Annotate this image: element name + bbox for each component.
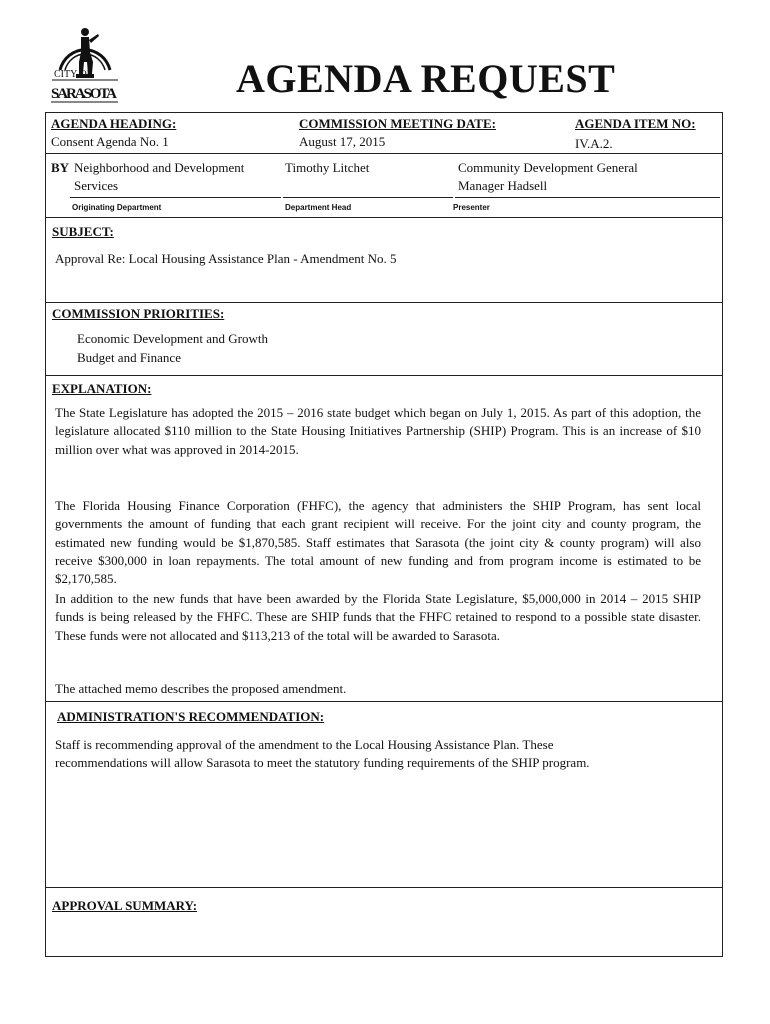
divider	[46, 701, 722, 702]
agenda-heading-value: Consent Agenda No. 1	[51, 134, 169, 149]
meeting-date-label: COMMISSION MEETING DATE:	[299, 116, 496, 131]
signature-line	[70, 197, 281, 198]
subject-label: SUBJECT:	[52, 224, 114, 239]
presenter-line1: Community Development General	[458, 160, 638, 175]
presenter-caption: Presenter	[453, 203, 490, 212]
agenda-item-no-value: IV.A.2.	[575, 136, 613, 151]
explanation-label: EXPLANATION:	[52, 381, 152, 396]
explanation-paragraph: The Florida Housing Finance Corporation (FHFC), the agency that administers the SHIP Program, has sent local governments the amount of funding that each grant recipient will receive. For the joint city and county program, the estimated new funding would be $1,870,585. Staff estimates that Sarasota (the joint city & county program) will also receive $300,000 in loan repayments. The total amount of new funding and from program income is estimated to be $2,170,585.	[55, 498, 701, 587]
divider	[46, 153, 722, 154]
originating-department-line2: Services	[74, 178, 119, 193]
signature-line	[283, 197, 453, 198]
administration-recommendation-label: ADMINISTRATION'S RECOMMENDATION:	[57, 709, 325, 724]
signature-line	[455, 197, 720, 198]
priority-item: Budget and Finance	[77, 350, 181, 365]
divider	[46, 375, 722, 376]
explanation-paragraph: The attached memo describes the proposed amendment.	[55, 681, 347, 696]
agenda-heading-label: AGENDA HEADING:	[51, 116, 177, 131]
agenda-form	[45, 112, 723, 957]
originating-department-caption: Originating Department	[72, 203, 162, 212]
commission-priorities-label: COMMISSION PRIORITIES:	[52, 306, 225, 321]
logo-sarasota-text: SARASOTA	[51, 86, 117, 102]
divider	[46, 302, 722, 303]
recommendation-line: recommendations will allow Sarasota to meet the statutory funding requirements of the SHIP program.	[55, 755, 590, 770]
priority-item: Economic Development and Growth	[77, 331, 268, 346]
department-head-name: Timothy Litchet	[285, 160, 370, 175]
divider	[46, 217, 722, 218]
meeting-date-value: August 17, 2015	[299, 134, 386, 149]
approval-summary-label: APPROVAL SUMMARY:	[52, 898, 198, 913]
agenda-item-no-label: AGENDA ITEM NO:	[575, 116, 696, 131]
subject-text: Approval Re: Local Housing Assistance Plan - Amendment No. 5	[55, 251, 397, 266]
presenter-line2: Manager Hadsell	[458, 178, 548, 193]
explanation-paragraph: The State Legislature has adopted the 2015 – 2016 state budget which began on July 1, 2015. As part of this adoption, the legislature allocated $110 million to the State Housing Initiatives Partnership (SHIP) Program. This is an increase of $10 million over what was approved in 2014-2015.	[55, 405, 701, 457]
explanation-paragraph: In addition to the new funds that have been awarded by the Florida State Legislature, $5,000,000 in 2014 – 2015 SHIP funds is being released by the FHFC. These are SHIP funds that the FHFC retained to respond to a possible state disaster. These funds were not allocated and $113,213 of the total will be awarded to Sarasota.	[55, 591, 701, 643]
divider	[46, 887, 722, 888]
page-title: AGENDA REQUEST	[236, 56, 616, 101]
logo-city-text: CITY OF	[54, 69, 93, 80]
originating-department-line1: Neighborhood and Development	[74, 160, 245, 175]
by-label: BY	[51, 160, 70, 175]
recommendation-line: Staff is recommending approval of the amendment to the Local Housing Assistance Plan. These	[55, 737, 554, 752]
department-head-caption: Department Head	[285, 203, 352, 212]
city-of-sarasota-logo	[48, 22, 122, 104]
